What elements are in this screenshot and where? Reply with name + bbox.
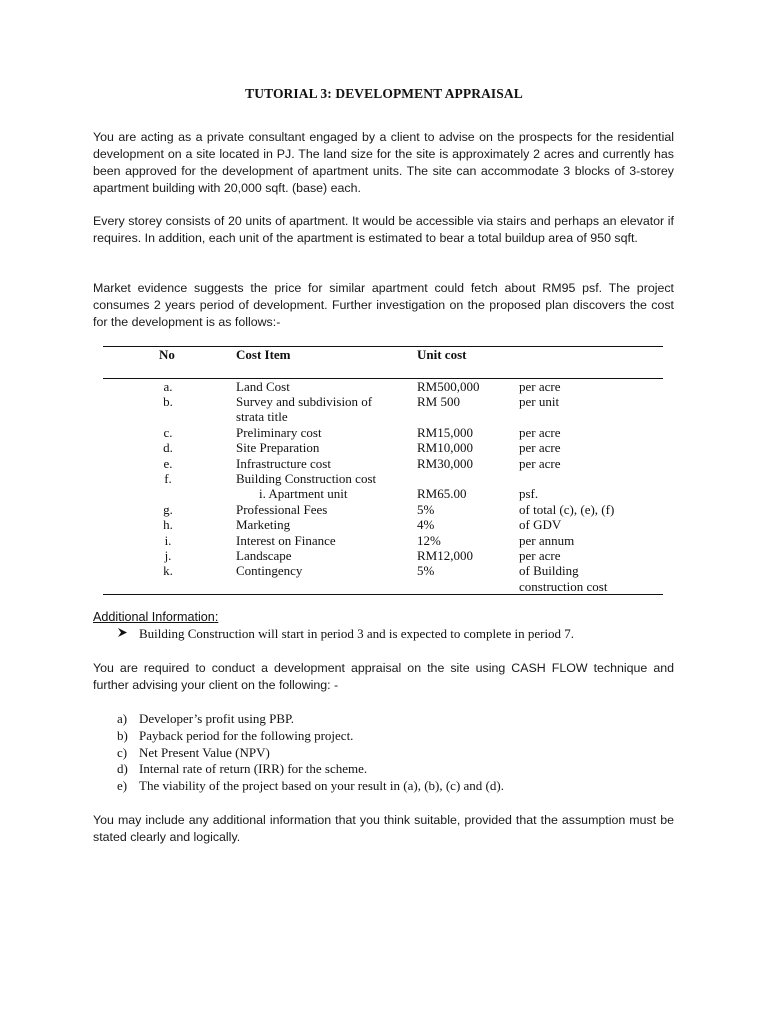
row-unit-basis: of total (c), (e), (f) xyxy=(519,501,615,517)
table-row xyxy=(103,471,663,486)
row-unit-basis: per acre xyxy=(519,378,561,394)
additional-info-colon: : xyxy=(214,610,219,624)
row-number: f. xyxy=(164,470,172,486)
row-cost-item: Contingency xyxy=(236,563,303,579)
table-row xyxy=(103,517,663,532)
task-text: The viability of the project based on your result in (a), (b), (c) and (d). xyxy=(139,778,504,794)
row-cost-item: Infrastructure cost xyxy=(236,455,331,471)
table-row xyxy=(103,579,663,594)
table-row xyxy=(103,440,663,455)
arrowhead-bullet-icon xyxy=(117,627,131,641)
paragraph-storey-details: Every storey consists of 20 units of apartment. It would be accessible via stairs and perhaps an elevator if requires. In addition, each unit of the apartment is estimated to bear a total buildup area of 950 sqft. xyxy=(93,214,674,245)
task-text: Net Present Value (NPV) xyxy=(139,744,270,760)
row-number: a. xyxy=(163,378,173,394)
row-unit-cost: 12% xyxy=(417,532,441,548)
document-title: TUTORIAL 3: DEVELOPMENT APPRAISAL xyxy=(245,86,523,101)
row-cost-item: Landscape xyxy=(236,547,292,563)
row-unit-basis: per acre xyxy=(519,424,561,440)
row-unit-cost: 5% xyxy=(417,501,435,517)
row-unit-cost: 5% xyxy=(417,563,435,579)
paragraph-site-description: You are acting as a private consultant engaged by a client to advise on the prospects for the residential development on a site located in PJ. The land size for the site is approximately 2 acres and currently has been approved for the development of apartment units. The site can accommodate 3 blocks of 3-storey apartment building with 20,000 sqft. (base) each. xyxy=(93,130,674,195)
paragraph-market-evidence: Market evidence suggests the price for similar apartment could fetch about RM95 psf. The project consumes 2 years period of development. Further investigation on the proposed plan discovers the cost for the development is as follows:- xyxy=(93,281,674,329)
row-cost-item: strata title xyxy=(236,409,288,425)
header-unit-cost: Unit cost xyxy=(417,347,467,362)
row-unit-basis: per unit xyxy=(519,393,560,409)
row-cost-item: Building Construction cost xyxy=(236,470,377,486)
row-cost-item: Land Cost xyxy=(236,378,290,394)
row-unit-basis: construction cost xyxy=(519,578,608,594)
additional-info-heading xyxy=(93,610,218,624)
header-cost-item: Cost Item xyxy=(236,347,291,362)
task-marker: d) xyxy=(117,761,128,777)
row-cost-item: Professional Fees xyxy=(236,501,328,517)
row-cost-item: i. Apartment unit xyxy=(259,486,348,502)
row-unit-basis: per annum xyxy=(519,532,575,548)
task-marker: e) xyxy=(117,778,128,794)
table-row xyxy=(103,502,663,517)
row-number: i. xyxy=(164,532,172,548)
table-row xyxy=(103,486,663,501)
table-bottom-rule xyxy=(103,594,663,595)
table-row xyxy=(103,409,663,424)
table-row xyxy=(103,425,663,440)
task-text: Internal rate of return (IRR) for the scheme. xyxy=(139,761,368,777)
row-number: g. xyxy=(163,501,173,517)
row-unit-cost: RM65.00 xyxy=(417,486,467,502)
row-number: e. xyxy=(163,455,173,471)
row-cost-item: Interest on Finance xyxy=(236,532,336,548)
row-cost-item: Site Preparation xyxy=(236,440,320,456)
arrowhead-bullet-icon-svg xyxy=(117,627,128,638)
row-number: c. xyxy=(163,424,173,440)
row-cost-item: Preliminary cost xyxy=(236,424,322,440)
table-top-rule xyxy=(103,346,663,347)
row-number: b. xyxy=(163,393,173,409)
paragraph-task-intro: You are required to conduct a development appraisal on the site using CASH FLOW technique and further advising your client on the following: - xyxy=(93,661,674,692)
table-row xyxy=(103,563,663,578)
header-no: No xyxy=(159,347,175,362)
paragraph-closing: You may include any additional information that you think suitable, provided that the assumption must be stated clearly and logically. xyxy=(93,813,674,844)
row-number: d. xyxy=(163,440,173,456)
row-number: h. xyxy=(163,517,173,533)
row-unit-basis: psf. xyxy=(519,486,539,502)
row-unit-cost: RM10,000 xyxy=(417,440,473,456)
task-marker: c) xyxy=(117,744,128,760)
task-marker: b) xyxy=(117,727,128,743)
row-unit-cost: RM12,000 xyxy=(417,547,473,563)
additional-info-heading-text: Additional Information xyxy=(93,610,215,624)
bullet-text: Building Construction will start in period 3 and is expected to complete in period 7. xyxy=(139,626,575,641)
table-row xyxy=(103,456,663,471)
table-row xyxy=(103,533,663,548)
row-unit-cost: RM 500 xyxy=(417,393,460,409)
row-unit-cost: 4% xyxy=(417,517,435,533)
task-text: Payback period for the following project. xyxy=(139,727,354,743)
row-unit-cost: RM30,000 xyxy=(417,455,473,471)
row-unit-basis: per acre xyxy=(519,455,561,471)
row-cost-item: Survey and subdivision of xyxy=(236,393,373,409)
table-row xyxy=(103,379,663,394)
row-unit-basis: per acre xyxy=(519,547,561,563)
table-row xyxy=(103,548,663,563)
row-number: k. xyxy=(163,563,173,579)
row-unit-basis: per acre xyxy=(519,440,561,456)
task-text: Developer’s profit using PBP. xyxy=(139,711,295,726)
additional-info-bullet xyxy=(117,626,574,642)
task-marker: a) xyxy=(117,711,128,726)
table-row xyxy=(103,394,663,409)
row-cost-item: Marketing xyxy=(236,517,291,533)
row-unit-basis: of GDV xyxy=(519,517,562,533)
row-unit-basis: of Building xyxy=(519,563,579,579)
row-number: j. xyxy=(164,547,172,563)
row-unit-cost: RM15,000 xyxy=(417,424,473,440)
row-unit-cost: RM500,000 xyxy=(417,378,480,394)
